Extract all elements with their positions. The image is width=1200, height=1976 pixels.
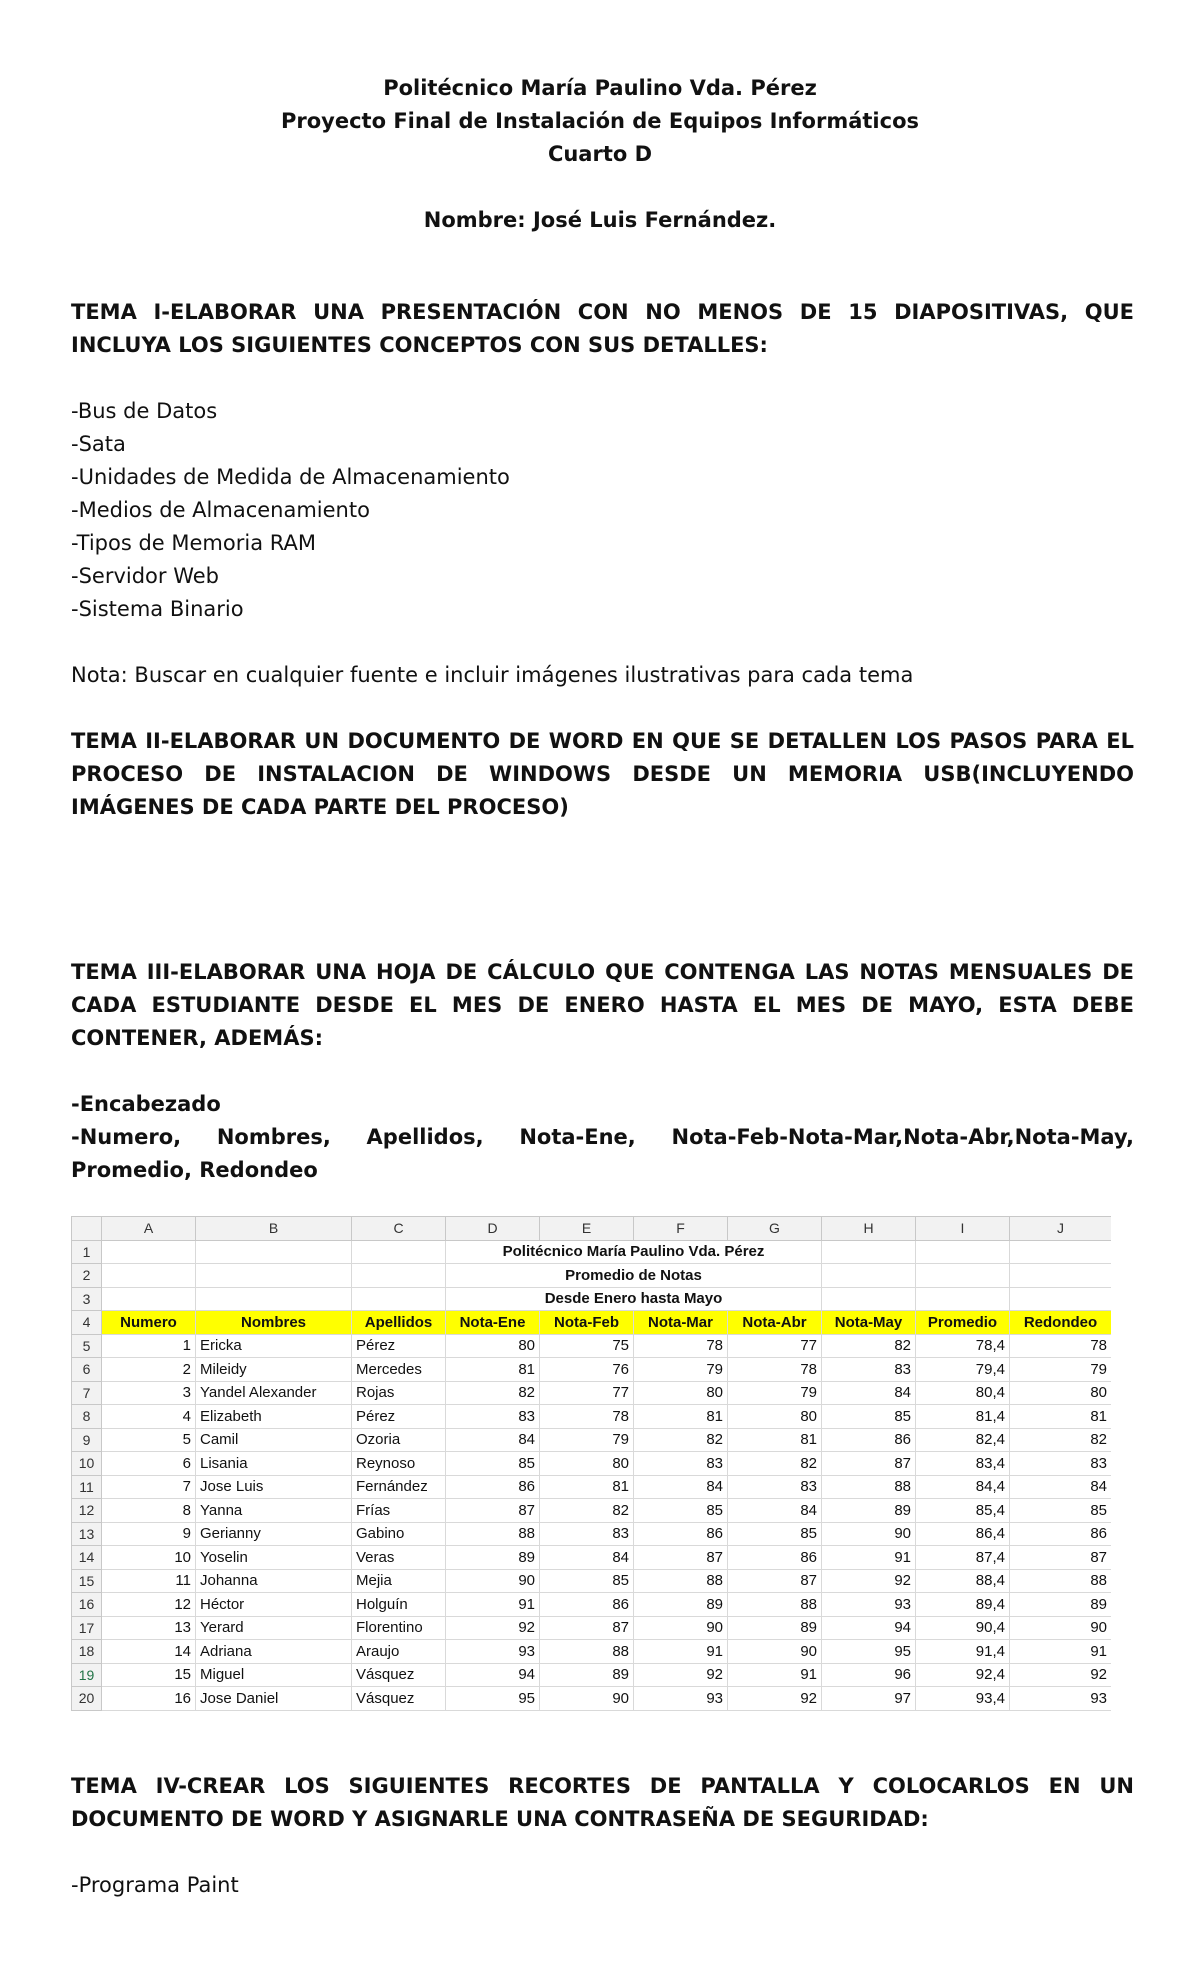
sheet-title-row [72,1240,1112,1264]
table-cell[interactable]: 89 [540,1663,634,1687]
table-cell[interactable]: 87 [540,1616,634,1640]
table-cell[interactable]: 86,4 [916,1522,1010,1546]
table-cell[interactable]: Yerard [196,1616,352,1640]
table-row [72,1663,1112,1687]
table-cell[interactable]: 79 [728,1381,822,1405]
table-row [72,1522,1112,1546]
table-cell[interactable]: 82 [822,1334,916,1358]
table-cell[interactable]: 10 [102,1546,196,1570]
table-cell[interactable]: Pérez [352,1405,446,1429]
table-cell[interactable]: 88 [446,1522,540,1546]
table-cell[interactable]: 91 [446,1593,540,1617]
table-cell[interactable]: 79 [1010,1358,1112,1382]
tema3-item-encabezado: -Encabezado [71,1092,221,1116]
table-cell[interactable]: 92,4 [916,1663,1010,1687]
list-item: -Sistema Binario [71,597,244,621]
table-row [72,1452,1112,1476]
table-row [72,1593,1112,1617]
table-cell[interactable]: 93 [822,1593,916,1617]
table-cell[interactable]: 90 [446,1569,540,1593]
table-cell[interactable]: 89 [728,1616,822,1640]
table-cell[interactable]: Yanna [196,1499,352,1523]
table-cell[interactable]: Elizabeth [196,1405,352,1429]
table-cell[interactable]: 5 [102,1428,196,1452]
row-header[interactable]: 13 [72,1522,102,1546]
table-cell[interactable]: 90 [728,1640,822,1664]
table-cell[interactable]: 4 [102,1405,196,1429]
row-header[interactable]: 19 [72,1663,102,1687]
table-cell[interactable]: 78 [634,1334,728,1358]
tema1-note: Nota: Buscar en cualquier fuente e incluir imágenes ilustrativas para cada tema [71,663,914,687]
table-cell[interactable]: Jose Luis [196,1475,352,1499]
row-header[interactable]: 8 [72,1405,102,1429]
table-cell[interactable]: 79,4 [916,1358,1010,1382]
table-cell[interactable]: Lisania [196,1452,352,1476]
table-cell[interactable]: 95 [822,1640,916,1664]
table-cell[interactable]: 88 [634,1569,728,1593]
row-header[interactable]: 14 [72,1546,102,1570]
table-cell[interactable]: Mejia [352,1569,446,1593]
row-header[interactable]: 5 [72,1334,102,1358]
table-cell[interactable]: Pérez [352,1334,446,1358]
table-cell[interactable]: 92 [1010,1663,1112,1687]
table-row [72,1334,1112,1358]
table-cell[interactable]: Ericka [196,1334,352,1358]
table-cell[interactable]: 81 [540,1475,634,1499]
table-cell[interactable]: 86 [728,1546,822,1570]
table-cell[interactable]: Reynoso [352,1452,446,1476]
table-cell[interactable]: Fernández [352,1475,446,1499]
table-cell[interactable]: 92 [446,1616,540,1640]
row-header[interactable]: 1 [72,1240,102,1264]
table-cell[interactable]: 85 [1010,1499,1112,1523]
tema4-title: TEMA IV-CREAR LOS SIGUIENTES RECORTES DE PANTALLA Y COLOCARLOS EN UN DOCUMENTO DE WORD Y ASIGNARLE UNA CONTRASEÑA DE SEGURIDAD: [71,1774,1134,1831]
table-cell[interactable]: 83 [822,1358,916,1382]
table-cell[interactable]: 15 [102,1663,196,1687]
table-row [72,1640,1112,1664]
header-cell[interactable]: Nota-Mar [634,1311,728,1335]
column-header[interactable]: C [352,1217,446,1241]
table-cell[interactable]: 96 [822,1663,916,1687]
table-cell[interactable]: 87 [634,1546,728,1570]
table-cell[interactable]: 86 [540,1593,634,1617]
table-cell[interactable]: 78 [1010,1334,1112,1358]
table-cell[interactable]: 13 [102,1616,196,1640]
table-cell[interactable]: 1 [102,1334,196,1358]
table-cell[interactable]: 89 [634,1593,728,1617]
row-header[interactable]: 2 [72,1264,102,1288]
row-header[interactable]: 6 [72,1358,102,1382]
table-row [72,1381,1112,1405]
table-cell[interactable]: 89 [446,1546,540,1570]
table-cell[interactable]: 85 [728,1522,822,1546]
row-header[interactable]: 11 [72,1475,102,1499]
table-cell[interactable]: 90 [822,1522,916,1546]
table-row [72,1569,1112,1593]
grade-label: Cuarto D [547,142,653,166]
table-cell[interactable]: 81,4 [916,1405,1010,1429]
column-header[interactable]: B [196,1217,352,1241]
column-header[interactable]: D [446,1217,540,1241]
table-cell[interactable]: 12 [102,1593,196,1617]
table-cell[interactable]: 9 [102,1522,196,1546]
table-cell[interactable]: 88 [728,1593,822,1617]
tema1-list [71,395,1134,626]
column-header-row [72,1217,1112,1241]
table-cell[interactable]: 94 [822,1616,916,1640]
table-cell[interactable]: Gerianny [196,1522,352,1546]
table-cell[interactable]: 7 [102,1475,196,1499]
tema3-item-columns: -Numero, Nombres, Apellidos, Nota-Ene, Nota-Feb-Nota-Mar,Nota-Abr,Nota-May, Promedio, Redondeo [71,1125,1134,1182]
tema2-title: TEMA II-ELABORAR UN DOCUMENTO DE WORD EN QUE SE DETALLEN LOS PASOS PARA EL PROCESO DE INSTALACION DE WINDOWS DESDE UN MEMORIA USB(INCLUYENDO IMÁGENES DE CADA PARTE DEL PROCESO) [71,729,1134,819]
header-cell[interactable]: Apellidos [352,1311,446,1335]
table-cell[interactable]: 8 [102,1499,196,1523]
table-cell[interactable]: 91,4 [916,1640,1010,1664]
table-cell[interactable]: 11 [102,1569,196,1593]
table-cell[interactable]: 97 [822,1687,916,1711]
project-title: Proyecto Final de Instalación de Equipos Informáticos [281,109,919,133]
header-cell[interactable]: Promedio [916,1311,1010,1335]
table-cell[interactable]: Adriana [196,1640,352,1664]
table-row [72,1428,1112,1452]
sheet-title-row [72,1264,1112,1288]
table-cell[interactable]: 91 [1010,1640,1112,1664]
table-cell[interactable]: 85 [822,1405,916,1429]
table-cell[interactable]: 84 [540,1546,634,1570]
table-cell[interactable]: Mercedes [352,1358,446,1382]
table-row [72,1475,1112,1499]
column-header[interactable]: I [916,1217,1010,1241]
table-cell[interactable]: 76 [540,1358,634,1382]
table-cell[interactable]: 81 [1010,1405,1112,1429]
table-cell[interactable]: 90 [1010,1616,1112,1640]
header-cell[interactable]: Nota-Feb [540,1311,634,1335]
table-cell[interactable]: 80 [634,1381,728,1405]
table-row [72,1499,1112,1523]
table-cell[interactable]: 86 [634,1522,728,1546]
row-header[interactable]: 4 [72,1311,102,1335]
table-cell[interactable]: 80 [446,1334,540,1358]
table-cell[interactable]: Holguín [352,1593,446,1617]
row-header[interactable]: 7 [72,1381,102,1405]
column-header[interactable]: G [728,1217,822,1241]
table-cell[interactable]: 88 [1010,1569,1112,1593]
table-cell[interactable]: 86 [446,1475,540,1499]
sheet-body [72,1334,1112,1710]
table-cell[interactable]: 82 [540,1499,634,1523]
table-cell[interactable]: 91 [822,1546,916,1570]
table-cell[interactable]: 87 [822,1452,916,1476]
table-cell[interactable]: 90 [634,1616,728,1640]
table-cell[interactable]: 6 [102,1452,196,1476]
table-cell[interactable]: 92 [728,1687,822,1711]
table-cell[interactable]: 83 [728,1475,822,1499]
table-cell[interactable]: 77 [728,1334,822,1358]
table-cell[interactable]: Rojas [352,1381,446,1405]
table-cell[interactable]: 91 [728,1663,822,1687]
table-cell[interactable]: 83 [540,1522,634,1546]
table-cell[interactable]: 87 [446,1499,540,1523]
table-cell[interactable]: 82 [634,1428,728,1452]
header-cell[interactable]: Numero [102,1311,196,1335]
table-cell[interactable]: 78,4 [916,1334,1010,1358]
table-cell[interactable]: 92 [634,1663,728,1687]
table-cell[interactable]: 83 [1010,1452,1112,1476]
table-cell[interactable]: 83,4 [916,1452,1010,1476]
table-cell[interactable]: Johanna [196,1569,352,1593]
sheet-title-school[interactable]: Politécnico María Paulino Vda. Pérez [446,1240,822,1264]
table-cell[interactable]: 82,4 [916,1428,1010,1452]
table-cell[interactable]: 80 [728,1405,822,1429]
column-header[interactable]: H [822,1217,916,1241]
list-item: -Tipos de Memoria RAM [71,531,316,555]
table-cell[interactable]: 88 [822,1475,916,1499]
select-all-corner[interactable] [72,1217,102,1241]
list-item: -Unidades de Medida de Almacenamiento [71,465,510,489]
column-header[interactable]: J [1010,1217,1112,1241]
table-cell[interactable]: 85 [634,1499,728,1523]
row-header[interactable]: 18 [72,1640,102,1664]
table-cell[interactable]: 78 [540,1405,634,1429]
sheet-title-promedio[interactable]: Promedio de Notas [446,1264,822,1288]
header-cell[interactable]: Nota-May [822,1311,916,1335]
table-cell[interactable]: Mileidy [196,1358,352,1382]
table-cell[interactable]: 84,4 [916,1475,1010,1499]
student-name: Nombre: José Luis Fernández. [423,208,777,232]
table-cell[interactable]: Yoselin [196,1546,352,1570]
table-cell[interactable]: 84 [1010,1475,1112,1499]
list-item: -Medios de Almacenamiento [71,498,370,522]
table-cell[interactable]: 87 [1010,1546,1112,1570]
table-cell[interactable]: 84 [634,1475,728,1499]
tema3-title: TEMA III-ELABORAR UNA HOJA DE CÁLCULO QUE CONTENGA LAS NOTAS MENSUALES DE CADA ESTUDIANTE DESDE EL MES DE ENERO HASTA EL MES DE MAYO, ESTA DEBE CONTENER, ADEMÁS: [71,960,1134,1050]
table-cell[interactable]: 86 [1010,1522,1112,1546]
table-cell[interactable]: 80 [540,1452,634,1476]
table-cell[interactable]: 84 [446,1428,540,1452]
table-cell[interactable]: 89,4 [916,1593,1010,1617]
row-header[interactable]: 20 [72,1687,102,1711]
table-cell[interactable]: 91 [634,1640,728,1664]
table-cell[interactable]: 84 [728,1499,822,1523]
header-cell[interactable]: Nombres [196,1311,352,1335]
table-cell[interactable]: 89 [822,1499,916,1523]
row-header[interactable]: 17 [72,1616,102,1640]
table-cell[interactable]: 83 [634,1452,728,1476]
table-cell[interactable]: 85 [540,1569,634,1593]
column-header[interactable]: A [102,1217,196,1241]
table-cell[interactable]: 82 [728,1452,822,1476]
table-cell[interactable]: 93 [446,1640,540,1664]
table-cell[interactable]: Héctor [196,1593,352,1617]
sheet-title-period[interactable]: Desde Enero hasta Mayo [446,1287,822,1311]
table-cell[interactable]: 84 [822,1381,916,1405]
list-item: -Servidor Web [71,564,219,588]
table-cell[interactable]: 90,4 [916,1616,1010,1640]
tema4-item-paint: -Programa Paint [71,1873,239,1897]
header-cell[interactable]: Nota-Abr [728,1311,822,1335]
table-row [72,1405,1112,1429]
table-cell[interactable]: 85 [446,1452,540,1476]
table-cell[interactable]: Gabino [352,1522,446,1546]
table-cell[interactable]: 2 [102,1358,196,1382]
table-cell[interactable]: 88,4 [916,1569,1010,1593]
spreadsheet [71,1216,1111,1736]
list-item: -Sata [71,432,126,456]
table-cell[interactable]: 89 [1010,1593,1112,1617]
header-cell[interactable]: Redondeo [1010,1311,1112,1335]
table-cell[interactable]: 87 [728,1569,822,1593]
table-cell[interactable]: 82 [446,1381,540,1405]
table-cell[interactable]: 81 [728,1428,822,1452]
column-header[interactable]: E [540,1217,634,1241]
table-cell[interactable]: Frías [352,1499,446,1523]
table-cell[interactable]: 92 [822,1569,916,1593]
table-cell[interactable]: 79 [540,1428,634,1452]
table-cell[interactable]: 16 [102,1687,196,1711]
table-cell[interactable]: Camil [196,1428,352,1452]
table-cell[interactable]: 80,4 [916,1381,1010,1405]
table-cell[interactable]: Araujo [352,1640,446,1664]
table-cell[interactable]: 93 [1010,1687,1112,1711]
table-cell[interactable]: 86 [822,1428,916,1452]
sheet-header-row [72,1311,1112,1335]
row-header[interactable]: 9 [72,1428,102,1452]
table-cell[interactable]: 81 [446,1358,540,1382]
table-cell[interactable]: 82 [1010,1428,1112,1452]
table-cell[interactable]: Veras [352,1546,446,1570]
tema1-title: TEMA I-ELABORAR UNA PRESENTACIÓN CON NO MENOS DE 15 DIAPOSITIVAS, QUE INCLUYA LOS SIGUIENTES CONCEPTOS CON SUS DETALLES: [71,300,1134,357]
table-cell[interactable]: 90 [540,1687,634,1711]
table-cell[interactable]: 85,4 [916,1499,1010,1523]
table-cell[interactable]: 79 [634,1358,728,1382]
table-cell[interactable]: 93,4 [916,1687,1010,1711]
table-cell[interactable]: Jose Daniel [196,1687,352,1711]
row-header[interactable]: 16 [72,1593,102,1617]
column-header[interactable]: F [634,1217,728,1241]
table-cell[interactable]: 87,4 [916,1546,1010,1570]
row-header[interactable]: 10 [72,1452,102,1476]
table-cell[interactable]: 77 [540,1381,634,1405]
table-cell[interactable]: 83 [446,1405,540,1429]
table-cell[interactable]: 81 [634,1405,728,1429]
table-cell[interactable]: Vásquez [352,1687,446,1711]
sheet-title-row [72,1287,1112,1311]
table-cell[interactable]: 93 [634,1687,728,1711]
table-cell[interactable]: Miguel [196,1663,352,1687]
table-cell[interactable]: 14 [102,1640,196,1664]
table-cell[interactable]: 78 [728,1358,822,1382]
table-cell[interactable]: 94 [446,1663,540,1687]
table-row [72,1358,1112,1382]
table-cell[interactable]: 75 [540,1334,634,1358]
list-item: -Bus de Datos [71,399,218,423]
header-cell[interactable]: Nota-Ene [446,1311,540,1335]
table-row [72,1687,1112,1711]
school-name: Politécnico María Paulino Vda. Pérez [383,76,817,100]
table-cell[interactable]: Yandel Alexander [196,1381,352,1405]
row-header[interactable]: 12 [72,1499,102,1523]
table-cell[interactable]: 95 [446,1687,540,1711]
table-cell[interactable]: 3 [102,1381,196,1405]
row-header[interactable]: 3 [72,1287,102,1311]
table-cell[interactable]: Ozoria [352,1428,446,1452]
row-header[interactable]: 15 [72,1569,102,1593]
table-row [72,1546,1112,1570]
table-cell[interactable]: Florentino [352,1616,446,1640]
table-cell[interactable]: 88 [540,1640,634,1664]
table-cell[interactable]: 80 [1010,1381,1112,1405]
table-cell[interactable]: Vásquez [352,1663,446,1687]
table-row [72,1616,1112,1640]
